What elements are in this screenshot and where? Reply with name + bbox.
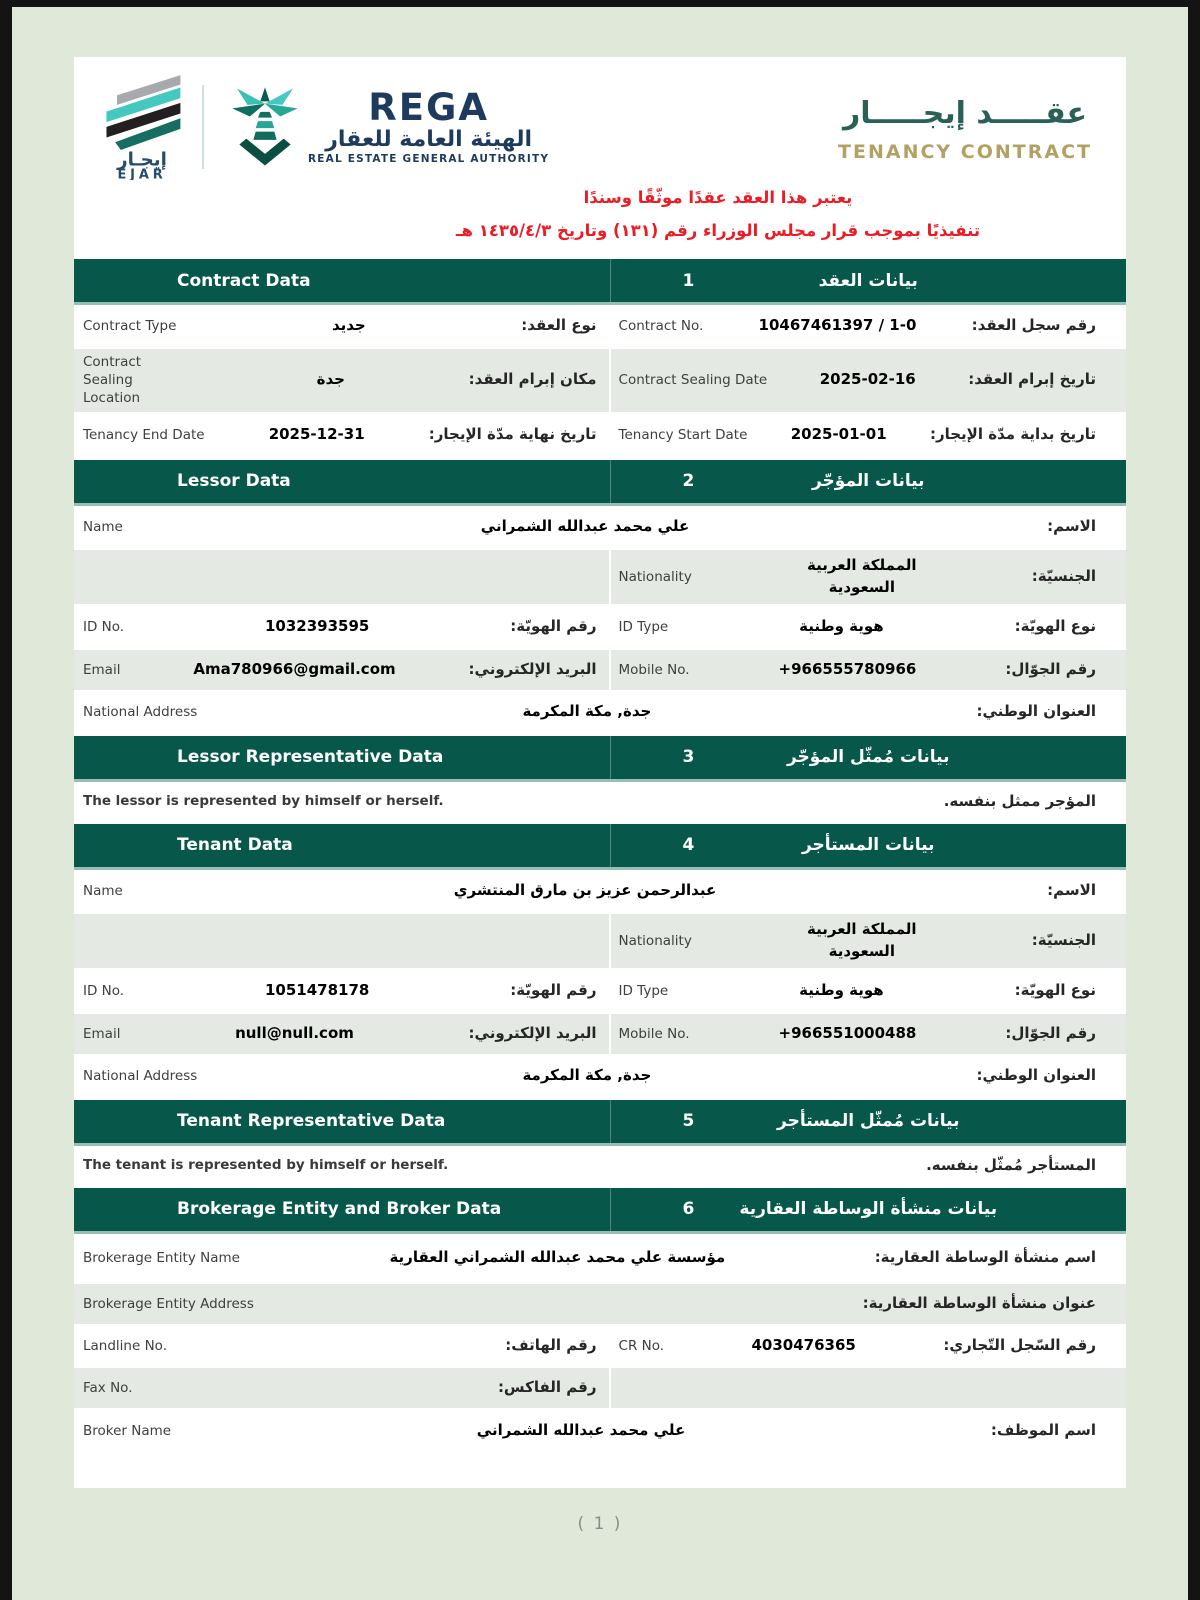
- cell-empty: [611, 1368, 1126, 1408]
- section-tenant-representative: [74, 1100, 1126, 1186]
- cell-email: [74, 650, 611, 690]
- field-label-en: National Address: [83, 703, 198, 720]
- field-label-ar: تاريخ إبرام العقد:: [968, 370, 1096, 389]
- field-value: مؤسسة علي محمد عبدالله الشمراني العقارية: [389, 1247, 726, 1266]
- section-number: 5: [682, 1111, 695, 1132]
- cell-landline: [74, 1326, 611, 1366]
- field-label-ar: رقم السّجل التّجاري:: [943, 1335, 1096, 1354]
- section-number: 6: [682, 1199, 695, 1220]
- rega-logo-text: [308, 88, 549, 165]
- rega-name: REGA: [368, 86, 489, 130]
- cell-tenancy-start: [611, 414, 1126, 456]
- cell-sealing-location: [74, 349, 611, 412]
- field-label-ar: البريد الإلكتروني:: [468, 1023, 597, 1042]
- disclaimer-line-1: يعتبر هذا العقد عقدًا موثّقًا وسندًا: [583, 188, 853, 207]
- svg-text:EJAR: EJAR: [117, 167, 167, 180]
- cell-contract-no: [611, 305, 1126, 347]
- field-label-en: Tenancy End Date: [83, 426, 205, 443]
- field-label-ar: تاريخ بداية مدّة الإيجار:: [929, 424, 1096, 443]
- cell-empty: [74, 914, 611, 968]
- field-label-ar: عنوان منشأة الوساطة العقارية:: [862, 1293, 1096, 1312]
- field-label-ar: الاسم:: [1047, 880, 1096, 899]
- cell-fax: [74, 1368, 611, 1408]
- contract-title-block: [838, 92, 1092, 163]
- field-label-ar: رقم الهويّة:: [510, 980, 597, 999]
- section-title-arabic: بيانات العقد: [818, 270, 918, 291]
- field-value: المملكة العربية السعودية: [807, 555, 917, 596]
- table-row: [74, 1326, 1126, 1368]
- disclaimer-line-2: تنفيذيًا بموجب قرار مجلس الوزراء رقم (١٣١) وتاريخ ١٤٣٥/٤/٣ هـ: [455, 221, 981, 240]
- section-number: 2: [682, 471, 695, 492]
- field-label-en: Nationality: [618, 568, 692, 585]
- field-label-en: Nationality: [618, 932, 692, 949]
- section-title-arabic: بيانات المستأجر: [801, 835, 935, 856]
- field-value: +966555780966: [778, 659, 917, 678]
- field-label-en: National Address: [83, 1067, 198, 1084]
- document-header: [74, 57, 1126, 181]
- cell-id-no: [74, 606, 611, 648]
- field-label-en: Contract Sealing Location: [83, 354, 142, 407]
- table-row: [74, 870, 1126, 914]
- field-label-ar: الاسم:: [1047, 516, 1096, 535]
- section-header: [74, 259, 1126, 305]
- rega-arabic-name: الهيئة العامة للعقار: [325, 127, 532, 153]
- field-label-en: Email: [83, 661, 121, 678]
- field-label-ar: مكان إبرام العقد:: [468, 370, 597, 389]
- field-label-ar: العنوان الوطني:: [976, 701, 1096, 720]
- page-background: [12, 7, 1188, 1600]
- field-value: هوية وطنية: [799, 980, 884, 999]
- table-row: [74, 692, 1126, 734]
- field-label-en: Contract Sealing Date: [618, 372, 768, 389]
- cell-sealing-date: [611, 349, 1126, 412]
- section-number: 4: [682, 835, 695, 856]
- field-value: null@null.com: [235, 1023, 354, 1042]
- section-title-arabic-wrap: [611, 1188, 1126, 1231]
- section-title-english: Tenant Representative Data: [74, 1100, 611, 1143]
- field-label-en: Fax No.: [83, 1379, 133, 1396]
- section-contract-data: [74, 259, 1126, 458]
- cell-id-type: [611, 606, 1126, 648]
- table-row: [74, 550, 1126, 606]
- section-number: 3: [682, 747, 695, 768]
- table-row: [74, 970, 1126, 1014]
- table-row: [74, 1234, 1126, 1284]
- table-row: [74, 305, 1126, 349]
- cell-empty: [74, 550, 611, 604]
- field-label-ar: البريد الإلكتروني:: [468, 659, 597, 678]
- field-label-ar: رقم الجوّال:: [1005, 1023, 1096, 1042]
- cell-nationality: [611, 914, 1126, 968]
- table-row: [74, 414, 1126, 458]
- field-label-en: Brokerage Entity Name: [83, 1249, 240, 1266]
- field-value: 1051478178: [264, 980, 370, 999]
- field-value: المملكة العربية السعودية: [807, 919, 917, 960]
- field-label-en: CR No.: [618, 1337, 665, 1354]
- section-header: [74, 1188, 1126, 1234]
- table-row: [74, 1368, 1126, 1410]
- section-title-arabic: بيانات منشأة الوساطة العقارية: [739, 1199, 998, 1220]
- table-row: [74, 650, 1126, 692]
- svg-text:إيجـار: إيجـار: [117, 149, 167, 171]
- table-row: [74, 914, 1126, 970]
- table-row: [74, 606, 1126, 650]
- logo-divider: [202, 85, 204, 169]
- field-value: جدة: [316, 370, 345, 389]
- field-value: 4030476365: [751, 1335, 856, 1354]
- field-value: جدة, مكة المكرمة: [522, 1065, 652, 1084]
- field-value: 2025-02-16: [819, 370, 916, 389]
- field-value: +966551000488: [778, 1023, 917, 1042]
- section-brokerage-data: [74, 1188, 1126, 1454]
- field-label-en: ID No.: [83, 982, 125, 999]
- cell-id-type: [611, 970, 1126, 1012]
- field-label-en: Name: [83, 882, 123, 899]
- field-label-ar: تاريخ نهاية مدّة الإيجار:: [428, 424, 597, 443]
- cell-tenancy-end: [74, 414, 611, 456]
- section-title-arabic-wrap: [611, 736, 1126, 779]
- field-label-ar: رقم الهويّة:: [510, 616, 597, 635]
- field-label-ar: رقم الفاكس:: [497, 1377, 597, 1396]
- section-title-english: Lessor Data: [74, 460, 611, 503]
- field-label-ar: العنوان الوطني:: [976, 1065, 1096, 1084]
- field-value: 2025-12-31: [268, 424, 365, 443]
- field-label-ar: رقم الجوّال:: [1005, 659, 1096, 678]
- contract-document: [74, 57, 1126, 1488]
- section-title-arabic: بيانات المؤجّر: [811, 471, 925, 492]
- field-label-en: Tenancy Start Date: [618, 426, 748, 443]
- cell-mobile: [611, 650, 1126, 690]
- section-title-english: Tenant Data: [74, 824, 611, 867]
- field-label-en: Broker Name: [83, 1422, 172, 1439]
- table-row: [74, 349, 1126, 414]
- ejar-logo: [94, 70, 190, 184]
- field-value: 1032393595: [264, 616, 370, 635]
- section-title-english: Lessor Representative Data: [74, 736, 611, 779]
- field-value: علي محمد عبدالله الشمراني: [476, 1420, 686, 1439]
- section-header: [74, 824, 1126, 870]
- field-label-en: Email: [83, 1025, 121, 1042]
- field-value: 2025-01-01: [790, 424, 887, 443]
- table-row: [74, 1284, 1126, 1326]
- field-label-ar: اسم منشأة الوساطة العقارية:: [874, 1247, 1096, 1266]
- field-label-ar: رقم الهاتف:: [505, 1335, 597, 1354]
- note-arabic: المستأجر مُمثّل بنفسه.: [926, 1155, 1096, 1174]
- field-value: عبدالرحمن عزيز بن مارق المنتشري: [453, 880, 717, 899]
- field-value: جديد: [331, 316, 366, 335]
- section-title-english: Contract Data: [74, 259, 611, 302]
- section-title-english: Brokerage Entity and Broker Data: [74, 1188, 611, 1231]
- ejar-logo-icon: [94, 70, 190, 180]
- contract-title-english: TENANCY CONTRACT: [838, 140, 1092, 163]
- field-label-en: Contract No.: [618, 317, 704, 334]
- field-label-ar: نوع الهويّة:: [1014, 980, 1096, 999]
- note-arabic: المؤجر ممثل بنفسه.: [943, 791, 1096, 810]
- field-label-ar: نوع الهويّة:: [1014, 616, 1096, 635]
- section-lessor-representative: [74, 736, 1126, 822]
- legal-disclaimer: [318, 181, 1118, 247]
- page-number: ( 1 ): [577, 1513, 623, 1534]
- field-label-ar: نوع العقد:: [521, 316, 597, 335]
- section-header: [74, 460, 1126, 506]
- cell-id-no: [74, 970, 611, 1012]
- field-value: علي محمد عبدالله الشمراني: [480, 516, 690, 535]
- rega-english-name: REAL ESTATE GENERAL AUTHORITY: [308, 153, 550, 166]
- section-title-arabic-wrap: [611, 824, 1126, 867]
- field-value: جدة, مكة المكرمة: [522, 701, 652, 720]
- field-label-en: Brokerage Entity Address: [83, 1295, 254, 1312]
- section-number: 1: [682, 270, 695, 291]
- representative-note-row: [74, 1146, 1126, 1186]
- section-lessor-data: [74, 460, 1126, 734]
- field-label-ar: الجنسيّة:: [1031, 566, 1096, 585]
- table-row: [74, 1410, 1126, 1454]
- contract-title-arabic: عقـــــد إيجـــــار: [842, 95, 1088, 131]
- table-row: [74, 506, 1126, 550]
- field-label-en: Name: [83, 518, 123, 535]
- section-header: [74, 736, 1126, 782]
- cell-mobile: [611, 1014, 1126, 1054]
- field-label-ar: رقم سجل العقد:: [971, 316, 1096, 335]
- rega-logo: [230, 84, 549, 170]
- section-tenant-data: [74, 824, 1126, 1098]
- table-row: [74, 1056, 1126, 1098]
- field-label-ar: الجنسيّة:: [1031, 930, 1096, 949]
- cell-email: [74, 1014, 611, 1054]
- cell-cr-no: [611, 1326, 1126, 1366]
- section-title-arabic-wrap: [611, 1100, 1126, 1143]
- rega-palm-icon: [230, 84, 300, 170]
- field-value: Ama780966@gmail.com: [193, 659, 396, 678]
- field-value: هوية وطنية: [799, 616, 884, 635]
- field-label-en: Mobile No.: [618, 661, 690, 678]
- note-english: The tenant is represented by himself or herself.: [83, 1156, 449, 1173]
- table-row: [74, 1014, 1126, 1056]
- field-value: 10467461397 / 1-0: [758, 316, 917, 335]
- note-english: The lessor is represented by himself or herself.: [83, 792, 444, 809]
- section-title-arabic-wrap: [611, 259, 1126, 302]
- field-label-ar: اسم الموظف:: [990, 1420, 1096, 1439]
- field-label-en: Mobile No.: [618, 1025, 690, 1042]
- field-label-en: Landline No.: [83, 1337, 167, 1354]
- cell-contract-type: [74, 305, 611, 347]
- section-header: [74, 1100, 1126, 1146]
- field-label-en: ID Type: [618, 618, 669, 635]
- section-title-arabic-wrap: [611, 460, 1126, 503]
- cell-nationality: [611, 550, 1126, 604]
- representative-note-row: [74, 782, 1126, 822]
- section-title-arabic: بيانات مُمثّل المؤجّر: [786, 747, 950, 768]
- field-label-en: ID No.: [83, 618, 125, 635]
- field-label-en: ID Type: [618, 982, 669, 999]
- section-title-arabic: بيانات مُمثّل المستأجر: [777, 1111, 960, 1132]
- field-label-en: Contract Type: [83, 317, 177, 334]
